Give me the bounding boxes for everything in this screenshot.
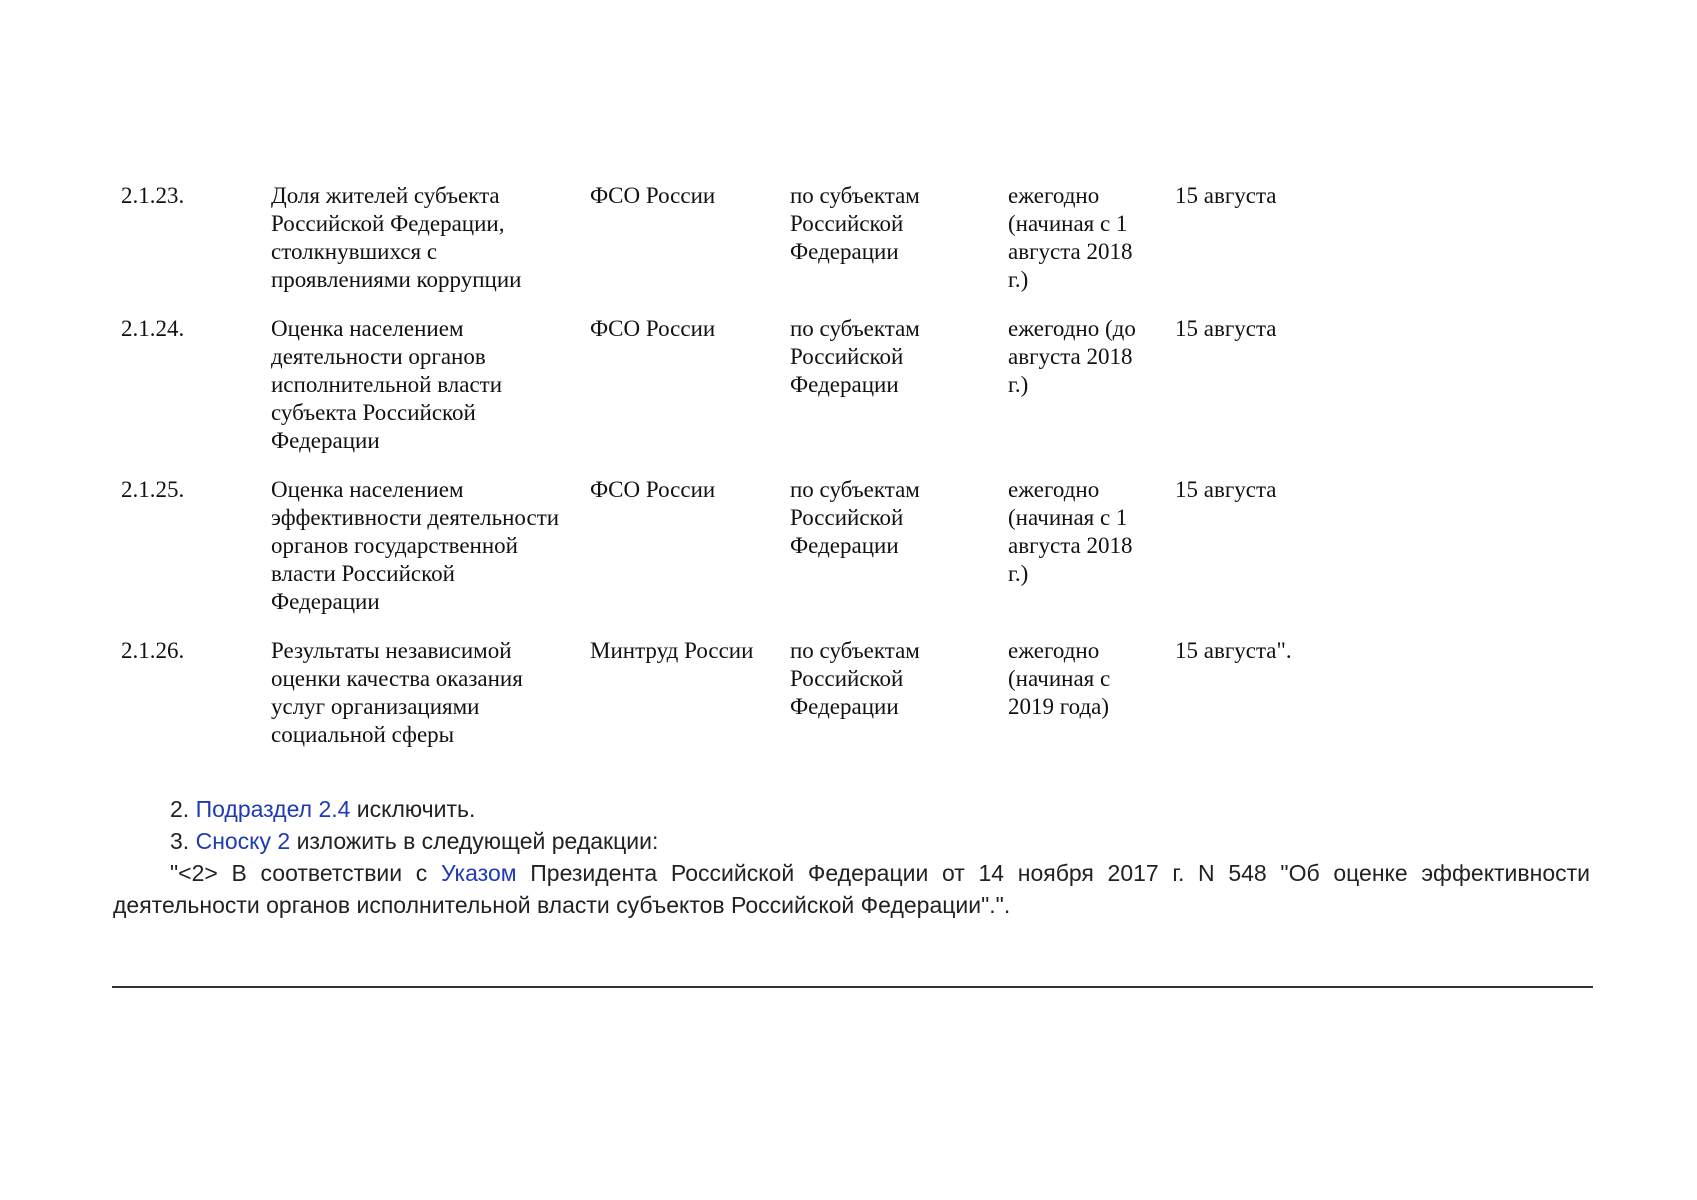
footnote-text	[113, 857, 1590, 921]
deadline: 15 августа	[1175, 183, 1277, 208]
subsection-link[interactable]: Подраздел 2.4	[195, 796, 351, 822]
responsible-org: ФСО России	[590, 183, 716, 208]
responsible-org: ФСО России	[590, 316, 716, 341]
row-number: 2.1.26.	[121, 638, 185, 663]
responsible-org: ФСО России	[590, 477, 716, 502]
amendment-paragraph-2	[170, 793, 475, 825]
indicator-name: Оценка населением деятельности органов исполнительной власти субъекта Российской Федерации	[271, 316, 503, 453]
footnote-link[interactable]: Сноску 2	[195, 828, 291, 854]
indicator-name: Оценка населением эффективности деятельности органов государственной власти Российской Федерации	[271, 477, 560, 614]
deadline: 15 августа	[1175, 316, 1277, 341]
detail-level: по субъектам Российской Федерации	[790, 638, 920, 719]
detail-level: по субъектам Российской Федерации	[790, 477, 920, 558]
paragraph-suffix: Президента Российской Федерации от 14 ноября 2017 г. N 548 "Об оценке эффективности деятельности органов исполнительной власти субъектов Российской Федерации".".	[113, 860, 1590, 918]
row-number: 2.1.25.	[121, 477, 185, 502]
row-number: 2.1.23.	[121, 183, 185, 208]
row-number: 2.1.24.	[121, 316, 185, 341]
decree-link[interactable]: Указом	[440, 860, 517, 886]
indicator-name: Результаты независимой оценки качества оказания услуг организациями социальной сферы	[271, 638, 523, 747]
paragraph-suffix: исключить.	[350, 796, 476, 822]
paragraph-prefix: 2.	[170, 796, 196, 822]
paragraph-suffix: изложить в следующей редакции:	[290, 828, 659, 854]
detail-level: по субъектам Российской Федерации	[790, 316, 920, 397]
amendment-paragraph-3	[170, 825, 658, 857]
periodicity: ежегодно (до августа 2018 г.)	[1008, 316, 1136, 397]
paragraph-prefix: 3.	[170, 828, 196, 854]
periodicity: ежегодно (начиная с 1 августа 2018 г.)	[1008, 183, 1133, 292]
bottom-divider	[112, 986, 1593, 988]
detail-level: по субъектам Российской Федерации	[790, 183, 920, 264]
paragraph-prefix: "<2> В соответствии с	[170, 860, 441, 886]
periodicity: ежегодно (начиная с 2019 года)	[1008, 638, 1111, 719]
indicator-name: Доля жителей субъекта Российской Федерации, столкнувшихся с проявлениями коррупции	[271, 183, 522, 292]
deadline: 15 августа	[1175, 477, 1277, 502]
responsible-org: Минтруд России	[590, 638, 754, 663]
periodicity: ежегодно (начиная с 1 августа 2018 г.)	[1008, 477, 1133, 586]
deadline: 15 августа".	[1175, 638, 1292, 663]
